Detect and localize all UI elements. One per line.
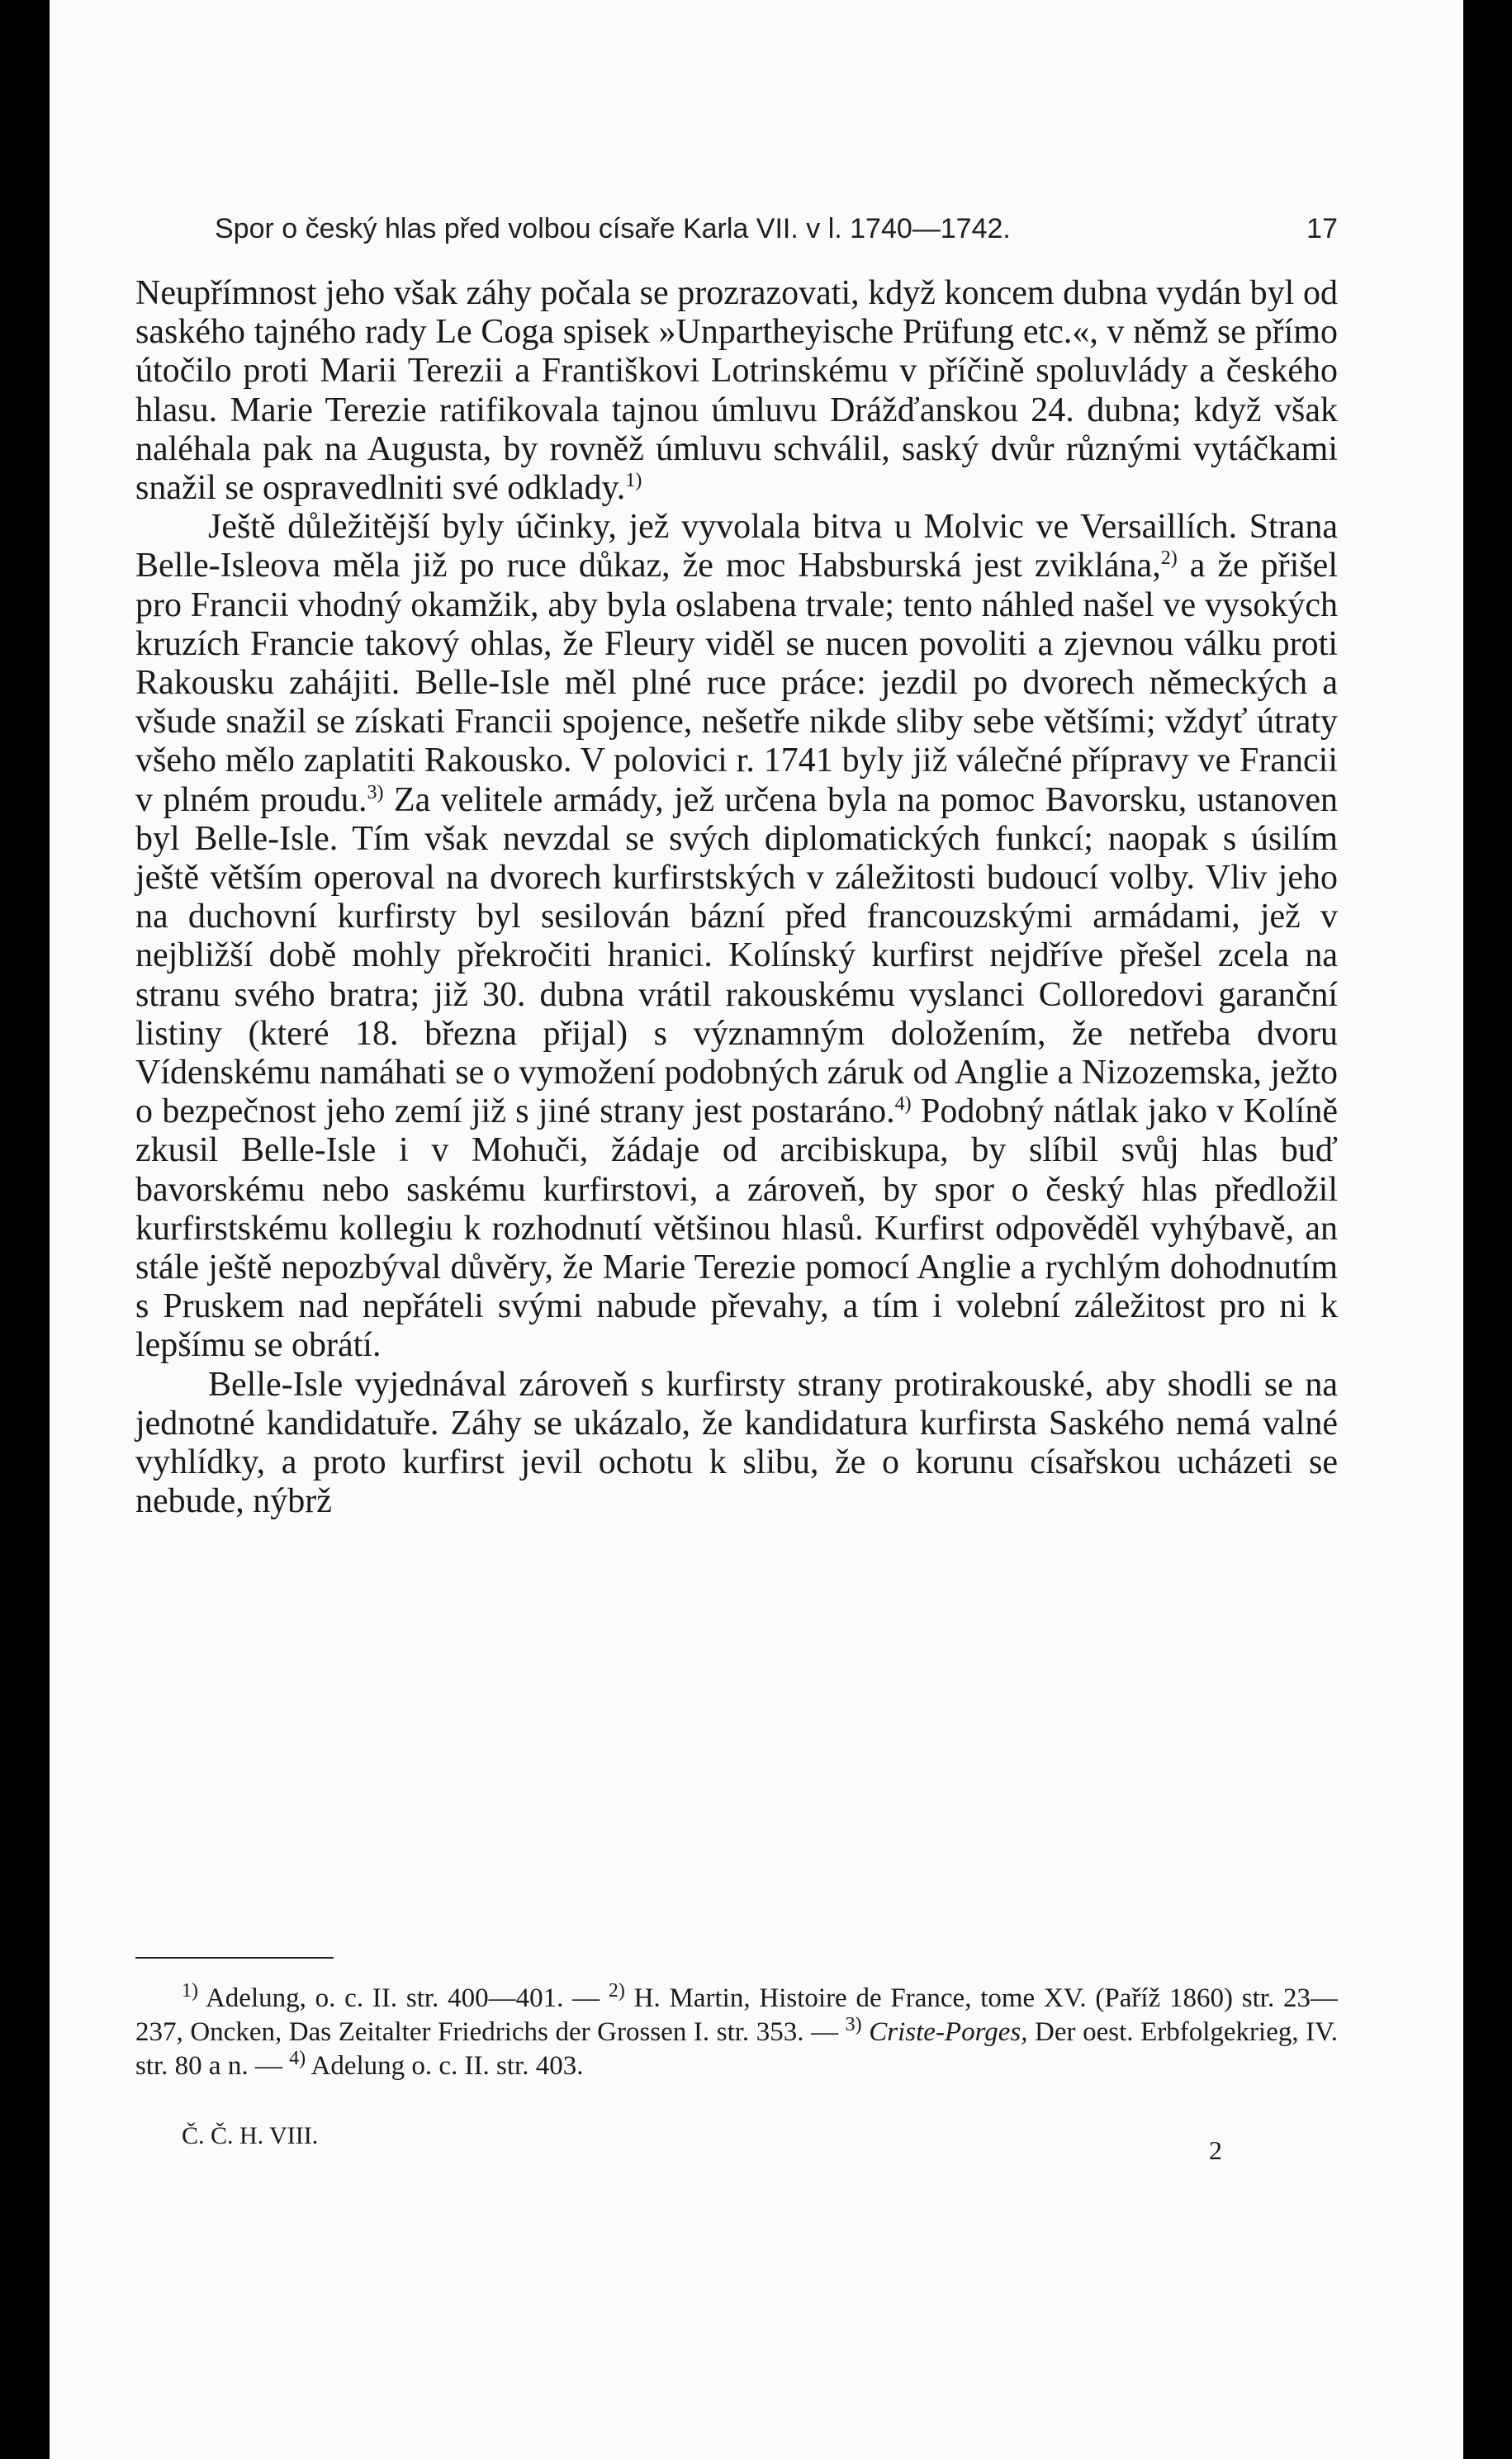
- footnote-ref-1: 1): [625, 470, 642, 492]
- footnotes: [135, 1982, 1338, 2083]
- page-number: 17: [1306, 213, 1338, 244]
- footnote-marker-1: 1): [182, 1980, 198, 2002]
- main-text: [135, 274, 1338, 1522]
- paragraph-2-part-3: Za velitele armády, jež určena byla na pomoc Bavorsku, ustanoven byl Belle-Isle. Tím však nevzdal se svých diplomatických funkcí; naopak s úsilím ještě větším operoval na dvorech kurfirstských v záležitosti budoucí volby. Vliv jeho na duchovní kurfirsty byl sesilován bázní před francouzskými armádami, jež v nejbližší době mohly překročiti hranici. Kolínský kurfirst nejdříve přešel zcela na stranu svého bratra; již 30. dubna vrátil rakouskému vyslanci Colloredovi garanční listiny (které 18. března přijal) s významným doložením, že netřeba dvoru Vídenskému namáhati se o vymožení podobných záruk od Anglie a Nizozemska, ježto o bezpečnost jeho zemí již s jiné strany jest postaráno.: [135, 780, 1338, 1131]
- footnote-marker-3: 3): [845, 2014, 862, 2035]
- footnote-text: [135, 1982, 1338, 2083]
- running-header: [215, 213, 1338, 245]
- footnote-2: H. Martin, Histoire de France, tome XV. (Paříž 1860) str. 23—237, Oncken, Das Zeitalter Friedrichs der Grossen I. str. 353. —: [135, 1983, 1338, 2047]
- paragraph-2-part-2: a že přišel pro Francii vhodný okamžik, aby byla oslabena trvale; tento náhled našel ve vysokých kruzích Francie takový ohlas, že Fleury viděl se nucen povoliti a zjevnou válku proti Rakousku zahájiti. Belle-Isle měl plné ruce práce: jezdil po dvorech německých a všude snažil se získati Francii spojence, nešetře nikde sliby sebe většími; vždyť útraty všeho mělo zaplatiti Rakousko. V polovici r. 1741 byly již válečné přípravy ve Francii v plném proudu.: [135, 547, 1338, 819]
- footnote-1: Adelung, o. c. II. str. 400—401. —: [198, 1983, 609, 2013]
- footnote-marker-2: 2): [608, 1980, 625, 2002]
- footnote-ref-3: 3): [367, 781, 384, 803]
- footnote-ref-4: 4): [894, 1093, 912, 1116]
- footnote-3: Der oest. Erbfolgekrieg, IV. str. 80 a n. —: [135, 2017, 1338, 2081]
- signature-mark: 2: [1209, 2135, 1222, 2165]
- footnote-3-author: Criste-Porges,: [869, 2017, 1028, 2047]
- footnote-4: Adelung o. c. II. str. 403.: [306, 2051, 584, 2081]
- running-title: Spor o český hlas před volbou císaře Karla VII. v l. 1740—1742.: [215, 213, 1011, 244]
- footnote-ref-2: 2): [1160, 547, 1178, 570]
- book-page: [50, 0, 1463, 2459]
- footnote-divider: [135, 1957, 334, 1959]
- page-footer: [182, 2122, 1222, 2165]
- paragraph-2: [135, 508, 1338, 1365]
- paragraph-3: Belle-Isle vyjednával zároveň s kurfirsty strany protirakouské, aby shodli se na jednotné kandidatuře. Záhy se ukázalo, že kandidatura kurfirsta Saského nemá valné vyhlídky, a proto kurfirst jevil ochotu k slibu, že o korunu císařskou ucházeti se nebude, nýbrž: [135, 1365, 1338, 1521]
- paragraph-1: [135, 274, 1338, 508]
- paragraph-2-part-1: Ještě důležitější byly účinky, jež vyvolala bitva u Molvic ve Versaillích. Strana Belle-Isleova měla již po ruce důkaz, že moc Habsburská jest zviklána,: [135, 508, 1338, 585]
- journal-mark: Č. Č. H. VIII.: [182, 2122, 319, 2149]
- paragraph-2-part-4: Podobný nátlak jako v Kolíně zkusil Belle-Isle i v Mohuči, žádaje od arcibiskupa, by slíbil svůj hlas buď bavorskému nebo saskému kurfirstovi, a zároveň, by spor o český hlas předložil kurfirstskému kollegiu k rozhodnutí většinou hlasů. Kurfirst odpověděl vyhýbavě, an stále ještě nepozbýval důvěry, že Marie Terezie pomocí Anglie a rychlým dohodnutím s Pruskem nad nepřáteli svými nabude převahy, a tím i volební záležitost pro ni k lepšímu se obrátí.: [135, 1092, 1338, 1365]
- paragraph-1-text: Neupřímnost jeho však záhy počala se prozrazovati, když koncem dubna vydán byl od saského tajného rady Le Coga spisek »Unpartheyische Prüfung etc.«, v němž se přímo útočilo proti Marii Terezii a Františkovi Lotrinskému v příčině spoluvlády a českého hlasu. Marie Terezie ratifikovala tajnou úmluvu Drážďanskou 24. dubna; když však naléhala pak na Augusta, by rovněž úmluvu schválil, saský dvůr různými vytáčkami snažil se ospravedlniti své odklady.: [135, 274, 1338, 508]
- footnote-marker-4: 4): [289, 2048, 306, 2069]
